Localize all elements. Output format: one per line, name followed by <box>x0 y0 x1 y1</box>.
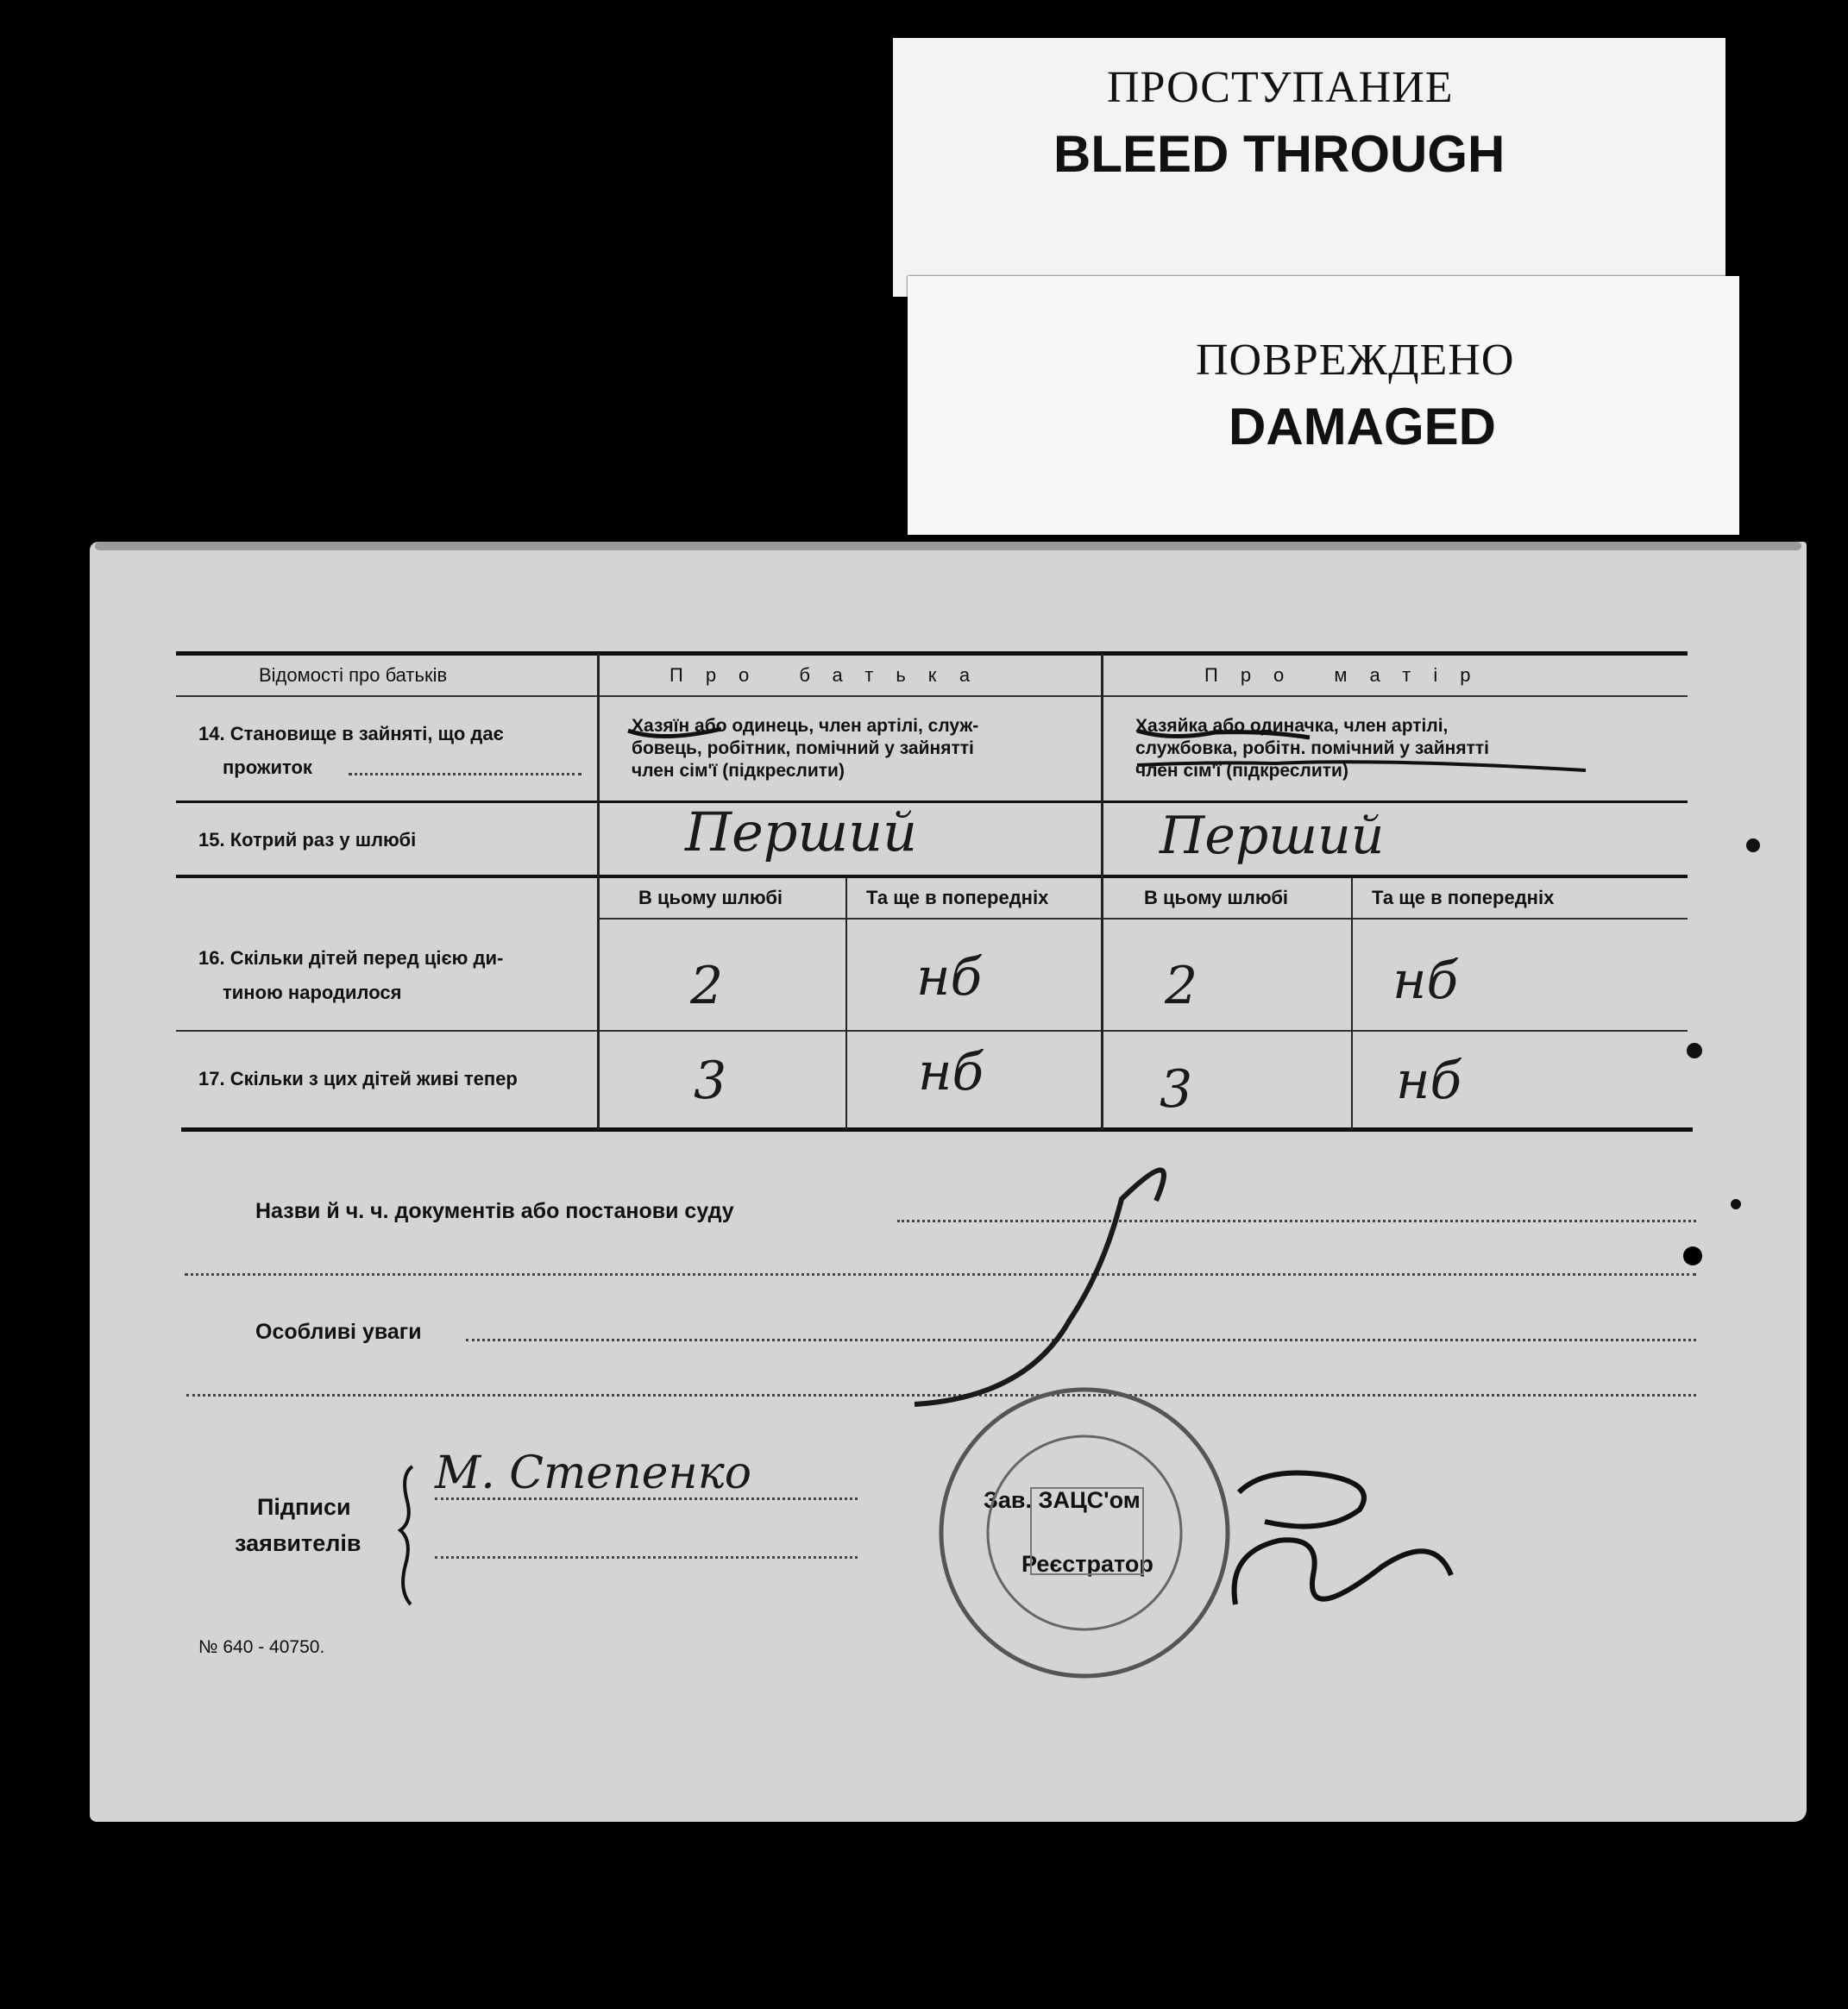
applicant-signature: М. Степенко <box>435 1447 752 1499</box>
row15-father-handwritten: Перший <box>685 800 918 863</box>
row15-rule <box>176 875 1688 878</box>
header-mother: Про матір <box>1204 664 1493 686</box>
column-divider-2 <box>1101 654 1103 1130</box>
applicants-label: Підписи <box>257 1494 351 1520</box>
subheader-rule <box>599 918 1688 920</box>
column-divider-mother <box>1351 878 1353 1130</box>
row14-rule <box>176 800 1688 803</box>
damaged-label-en: DAMAGED <box>1229 398 1496 455</box>
registrar-label: Реєстратор <box>1021 1551 1153 1577</box>
row14-mother-options-line2: службовка, робітн. помічний у зайнятті <box>1135 738 1489 758</box>
notes-label: Особливі уваги <box>255 1320 422 1344</box>
row17-father-this-value: 3 <box>694 1051 727 1111</box>
row16-rule <box>176 1030 1688 1032</box>
column-divider-1 <box>597 654 600 1130</box>
father-this-marriage-header: В цьому шлюбі <box>638 887 783 908</box>
documents-dotted-line-2 <box>185 1273 1696 1276</box>
applicants-label-line2: заявителів <box>235 1530 361 1556</box>
row16-mother-previous-value: нб <box>1392 951 1459 1011</box>
table-top-rule <box>176 651 1688 656</box>
row14-father-options-line2: бовець, робітник, помічний у зайнятті <box>632 738 974 758</box>
row14-label-line2: прожиток <box>223 757 312 778</box>
head-label: Зав. ЗАЦС'ом <box>984 1487 1141 1513</box>
row16-label-line2: тиною народилося <box>223 982 402 1003</box>
table-bottom-rule <box>181 1127 1693 1132</box>
row17-father-previous-value: нб <box>918 1042 984 1102</box>
documents-label: Назви й ч. ч. документів або постанови суду <box>255 1199 734 1223</box>
row17-mother-previous-value: нб <box>1396 1051 1462 1111</box>
form-number: № 640 - 40750. <box>198 1637 325 1657</box>
mother-previous-header: Та ще в попередніх <box>1372 887 1555 908</box>
row15-label: 15. Котрий раз у шлюбі <box>198 829 417 851</box>
header-father: Про батька <box>669 664 993 686</box>
row14-mother-options: Хазяйка або одиначка, член артілі, <box>1135 716 1449 736</box>
row14-father-options-line3: член сім'ї (підкреслити) <box>632 761 845 781</box>
row16-father-this-value: 2 <box>690 956 724 1016</box>
damaged-label-card <box>908 276 1739 535</box>
bleed-through-label-en: BLEED THROUGH <box>1053 125 1505 183</box>
row16-label: 16. Скільки дітей перед цією ди- <box>198 947 504 969</box>
row14-mother-options-line3: член сім'ї (підкреслити) <box>1135 761 1348 781</box>
row14-father-options: Хазяїн або одинець, член артілі, служ- <box>632 716 979 736</box>
header-rule <box>176 695 1688 697</box>
column-divider-father <box>845 878 847 1130</box>
documents-dotted-line <box>897 1220 1696 1222</box>
father-previous-header: Та ще в попередніх <box>866 887 1049 908</box>
sheet-edge <box>95 542 1801 550</box>
row14-label: 14. Становище в зайняті, що дає <box>198 723 504 744</box>
applicant-signature-line-2 <box>435 1556 858 1559</box>
row14-dots <box>349 773 581 775</box>
header-info: Відомості про батьків <box>259 664 448 686</box>
bleed-through-label-ru: ПРОСТУПАНИЕ <box>1107 63 1454 112</box>
bleed-through-label-card <box>893 38 1725 297</box>
row17-label: 17. Скільки з цих дітей живі тепер <box>198 1068 518 1089</box>
row15-mother-handwritten: Перший <box>1160 806 1385 866</box>
applicant-signature-line <box>435 1497 858 1500</box>
notes-dotted-line <box>466 1339 1696 1341</box>
damaged-label-ru: ПОВРЕЖДЕНО <box>1196 336 1515 385</box>
row16-mother-this-value: 2 <box>1165 956 1198 1016</box>
mother-this-marriage-header: В цьому шлюбі <box>1144 887 1289 908</box>
official-stamp <box>936 1384 1234 1682</box>
row16-father-previous-value: нб <box>916 947 983 1008</box>
row17-mother-this-value: 3 <box>1160 1059 1193 1120</box>
